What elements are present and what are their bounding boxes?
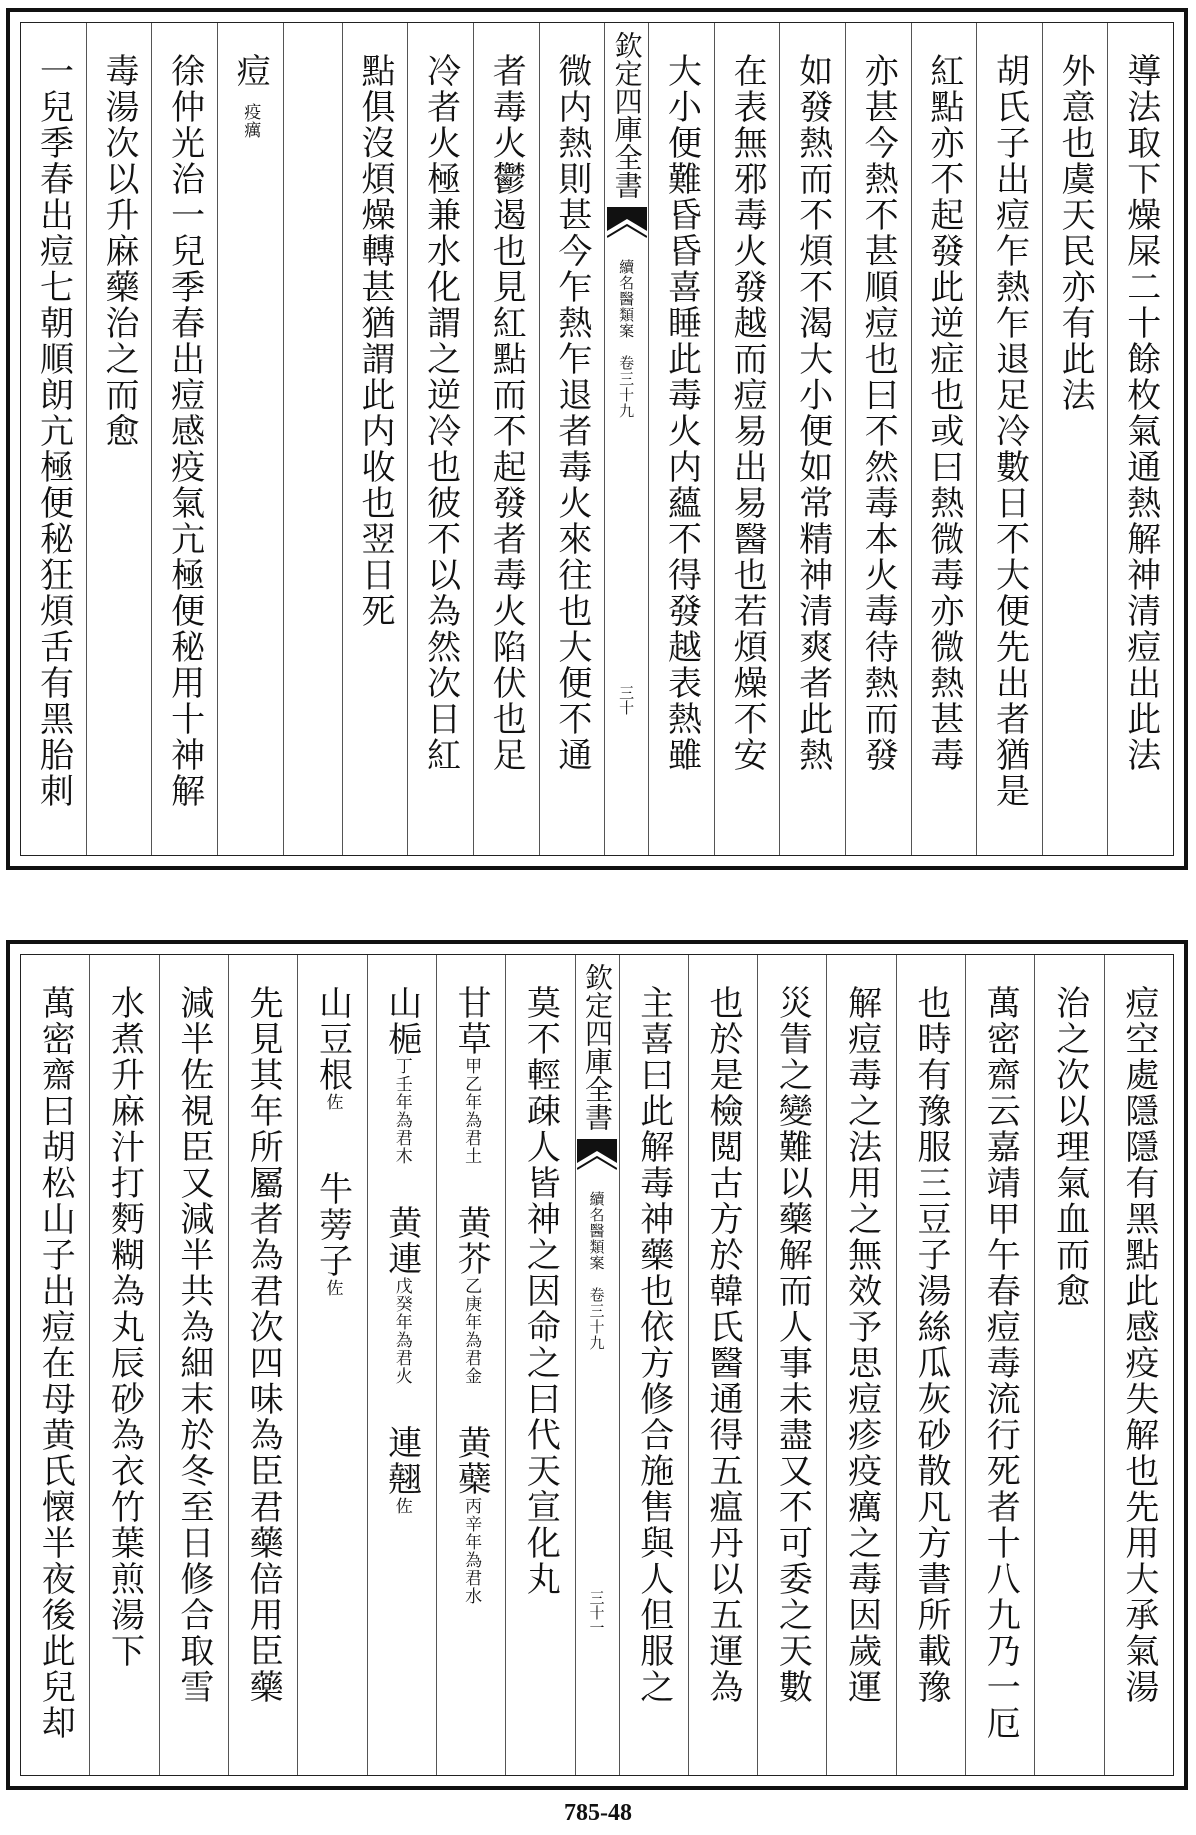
herb-list-column [297, 955, 366, 1775]
text-column: 毒湯次以升麻藥治之而愈 [86, 23, 152, 855]
book-info: 續名醫類案 卷三十九 [587, 1191, 606, 1351]
herb-list-column [436, 955, 505, 1775]
section-heading: 痘 [230, 53, 271, 89]
section-note: 疫癘 [240, 103, 261, 139]
text-column: 先見其年所屬者為君次四味為臣君藥倍用臣藥 [228, 955, 297, 1775]
leaf-number: 三十一 [587, 1590, 606, 1635]
text-column: 亦甚今熱不甚順痘也曰不然毒本火毒待熱而發 [845, 23, 911, 855]
text-column: 解痘毒之法用之無效予思痘疹疫癘之毒因歲運 [826, 955, 895, 1775]
text-column: 者毒火鬱遏也見紅點而不起發者毒火陷伏也足 [473, 23, 539, 855]
section-heading-column [217, 23, 283, 855]
top-page [6, 8, 1188, 870]
text-column: 水煮升麻汁打麪糊為丸辰砂為衣竹葉煎湯下 [89, 955, 158, 1775]
text-column: 主喜曰此解毒神藥也依方修合施售與人但服之 [619, 955, 688, 1775]
page-number: 785-48 [564, 1800, 632, 1826]
text-column: 也時有豫服三豆子湯絲瓜灰砂散凡方書所載豫 [896, 955, 965, 1775]
herb-name: 黄蘗 [451, 1425, 492, 1497]
herb-name: 牛蒡子 [312, 1171, 353, 1279]
text-column: 微内熱則甚今乍熱乍退者毒火來往也大便不通 [539, 23, 605, 855]
herb-note: 丙辛年為君水 [461, 1497, 482, 1605]
library-title: 欽定四庫全書 [610, 31, 644, 199]
text-column: 災眚之變難以藥解而人事未盡又不可委之天數 [757, 955, 826, 1775]
text-column: 冷者火極兼水化謂之逆冷也彼不以為然次日紅 [407, 23, 473, 855]
herb-note: 乙庚年為君金 [461, 1277, 482, 1385]
herb-note: 佐 [322, 1093, 343, 1111]
library-title: 欽定四庫全書 [581, 963, 614, 1131]
text-column: 萬密齋曰胡松山子出痘在母黄氏懐半夜後此兒却 [35, 985, 76, 1741]
herb-name: 連翹 [381, 1425, 422, 1497]
text-column: 點俱沒煩燥轉甚猶謂此内收也翌日死 [342, 23, 408, 855]
text-column: 治之次以理氣血而愈 [1034, 955, 1103, 1775]
bottom-page-columns [20, 954, 1174, 1776]
center-fold [575, 955, 619, 1775]
herb-name: 山梔 [381, 985, 422, 1057]
blank-column [283, 23, 342, 855]
text-column: 大小便難昏昏喜睡此毒火内蘊不得發越表熱雖 [648, 23, 714, 855]
herb-name: 甘草 [451, 985, 492, 1057]
text-column: 外意也虞天民亦有此法 [1042, 23, 1108, 855]
text-column: 徐仲光治一兒季春出痘感疫氣亢極便秘用十神解 [151, 23, 217, 855]
text-column: 胡氏子出痘乍熱乍退足冷數日不大便先出者猶是 [976, 23, 1042, 855]
text-column: 紅點亦不起發此逆症也或曰熱微毒亦微熱甚毒 [911, 23, 977, 855]
text-column: 如發熱而不煩不渴大小便如常精神清爽者此熱 [779, 23, 845, 855]
herb-note: 甲乙年為君土 [461, 1057, 482, 1165]
text-column: 也於是檢閲古方於韓氏醫通得五瘟丹以五運為 [688, 955, 757, 1775]
herb-note: 戊癸年為君火 [391, 1277, 412, 1385]
fishtail-mark-icon [577, 1137, 617, 1177]
center-fold [604, 23, 648, 855]
herb-name: 黄連 [381, 1205, 422, 1277]
leaf-number: 三十 [617, 685, 636, 715]
text-column: 痘空處隱隱有黑點此感疫失解也先用大承氣湯 [1104, 955, 1173, 1775]
text-column: 莫不輕疎人皆神之因命之曰代天宣化丸 [505, 955, 574, 1775]
text-column: 一兒季春出痘七朝順朗亢極便秘狂煩舌有黑胎刺 [33, 53, 74, 809]
herb-note: 佐 [322, 1279, 343, 1297]
text-column: 萬密齋云嘉靖甲午春痘毒流行死者十八九乃一厄 [965, 955, 1034, 1775]
fishtail-mark-icon [607, 205, 647, 245]
herb-name: 黄芥 [451, 1205, 492, 1277]
top-page-columns [20, 22, 1174, 856]
text-column: 導法取下燥屎二十餘枚氣通熱解神清痘出此法 [1107, 23, 1173, 855]
herb-name: 山豆根 [312, 985, 353, 1093]
book-info: 續名醫類案 卷三十九 [617, 259, 636, 419]
herb-note: 丁壬年為君木 [391, 1057, 412, 1165]
herb-note: 佐 [391, 1497, 412, 1515]
bottom-page [6, 940, 1188, 1790]
herb-list-column [367, 955, 436, 1775]
text-column: 在表無邪毒火發越而痘易出易醫也若煩燥不安 [714, 23, 780, 855]
text-column: 減半佐視臣又減半共為細末於冬至日修合取雪 [159, 955, 228, 1775]
